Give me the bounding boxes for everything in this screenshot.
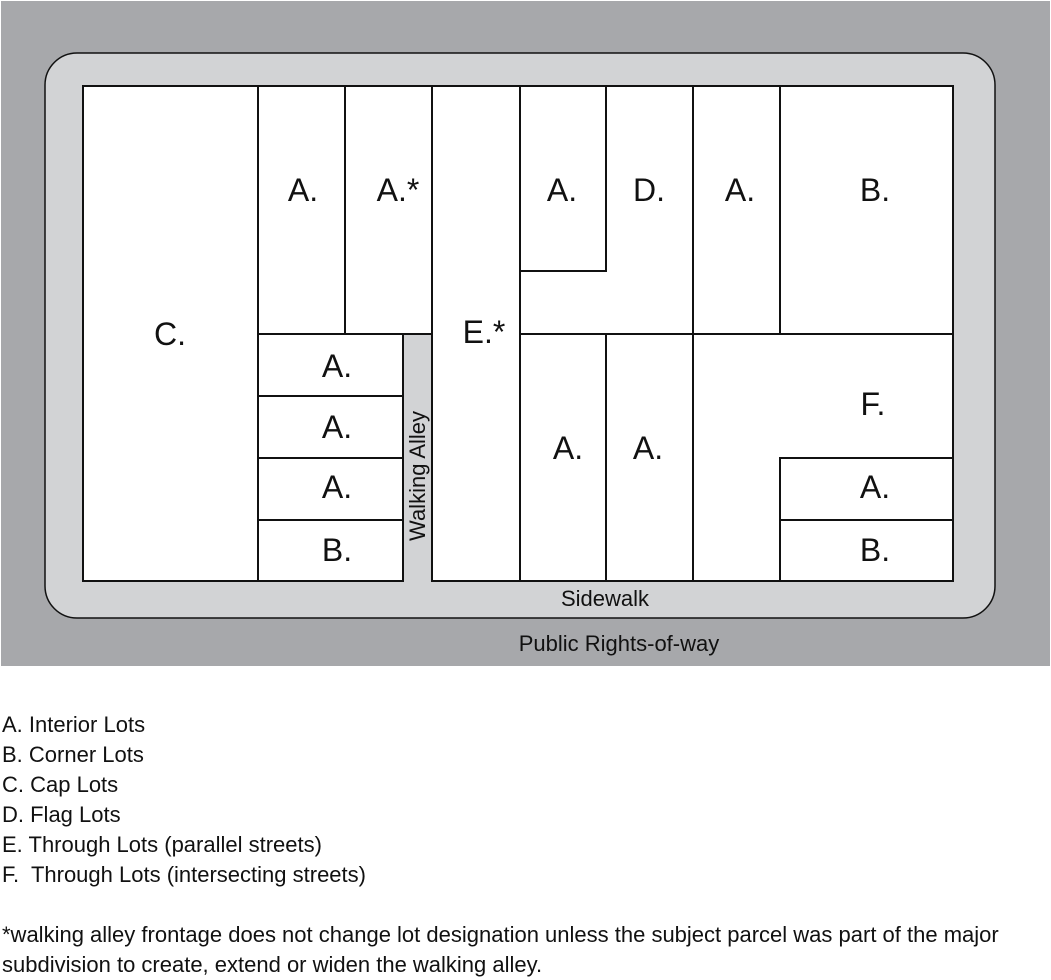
lot-label-a-bottom-right: A.: [859, 469, 891, 505]
lot-label-a-stack-1: A.: [321, 348, 353, 384]
lot-label-a-stack-3: A.: [321, 469, 353, 505]
lot-label-a-top-1: A.: [287, 172, 319, 208]
lot-label-a-bottom-2: A.: [632, 430, 664, 466]
footnote: *walking alley frontage does not change lot designation unless the subject parcel was part of the major subdivision to create, extend or widen the walking alley.: [2, 922, 999, 977]
lot-label-e-through: E.*: [462, 314, 506, 350]
legend-item-corner: B. Corner Lots: [2, 742, 144, 767]
legend-item-cap: C. Cap Lots: [2, 772, 119, 797]
lot-label-b-bottom-right: B.: [859, 532, 891, 568]
legend-item-through-parallel: E. Through Lots (parallel streets): [2, 832, 322, 857]
lot-label-a-top-4: A.: [724, 172, 756, 208]
walking-alley-label: Walking Alley: [405, 410, 430, 542]
lot-label-c-left: C.: [154, 316, 186, 352]
sidewalk-label: Sidewalk: [560, 586, 650, 611]
legend-item-flag: D. Flag Lots: [2, 802, 121, 827]
lot-label-a-top-3: A.: [546, 172, 578, 208]
public-rights-of-way-label: Public Rights-of-way: [518, 631, 720, 656]
lot-a-top-4: [693, 86, 780, 334]
lot-label-a-bottom-1: A.: [552, 430, 584, 466]
lot-label-a-top-2: A.*: [376, 172, 420, 208]
legend: [2, 710, 366, 890]
lot-b-top-right: [780, 86, 953, 334]
legend-item-interior: A. Interior Lots: [2, 712, 146, 737]
lot-a-top-1: [258, 86, 345, 334]
lot-label-f-intersecting: F.: [860, 386, 886, 422]
lot-label-b-bottom-left: B.: [321, 532, 353, 568]
lot-label-a-stack-2: A.: [321, 409, 353, 445]
lot-label-d-flag: D.: [633, 172, 665, 208]
lot-label-b-top-right: B.: [859, 172, 891, 208]
lot-a-top-2: [345, 86, 432, 334]
legend-item-through-intersecting: F. Through Lots (intersecting streets): [2, 862, 366, 887]
